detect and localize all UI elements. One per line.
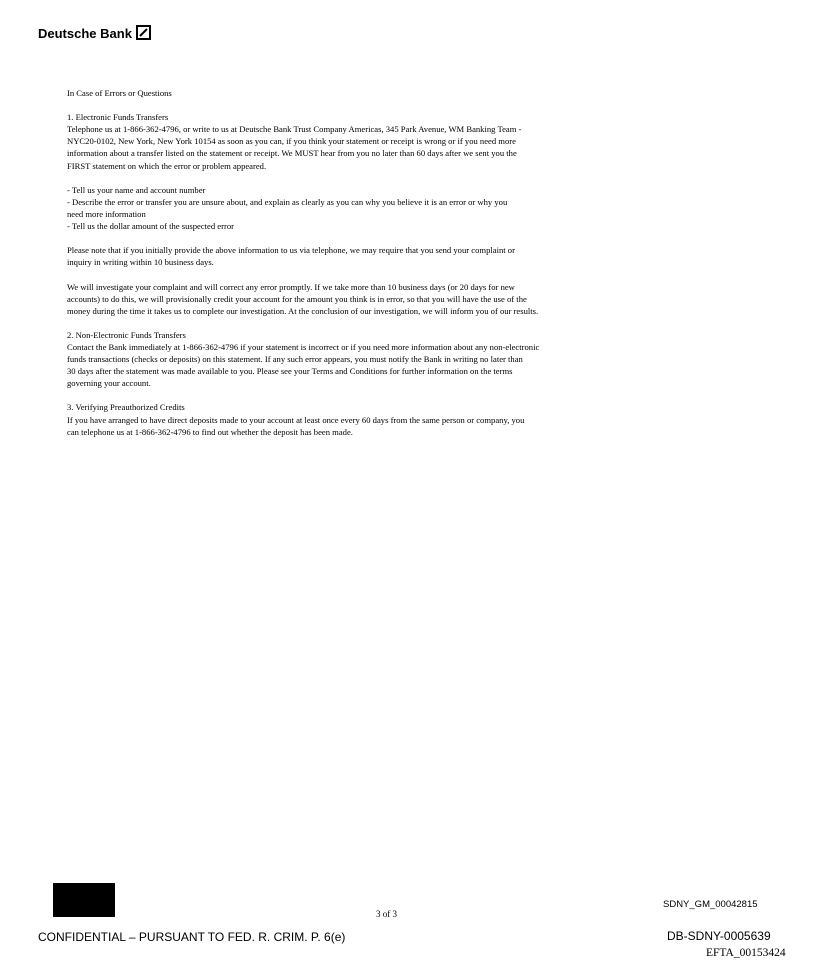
paragraph-line: We will investigate your complaint and will correct any error promptly. If we take more than 10 business days (or 20 days for new — [67, 281, 515, 292]
paragraph-line: - Tell us your name and account number — [67, 184, 206, 195]
paragraph-line: 30 days after the statement was made available to you. Please see your Terms and Conditions for further information on the terms — [67, 366, 513, 377]
paragraph — [67, 401, 652, 437]
paragraph-line: inquiry in writing within 10 business days. — [67, 257, 214, 268]
paragraph-line: can telephone us at 1-866-362-4796 to find out whether the deposit has been made. — [67, 426, 353, 437]
deutsche-bank-logo-icon — [136, 25, 151, 40]
bank-header — [38, 26, 151, 41]
paragraph-line: Contact the Bank immediately at 1-866-362-4796 if your statement is incorrect or if you need more information about any non-electronic — [67, 341, 540, 352]
paragraph-line: - Describe the error or transfer you are unsure about, and explain as clearly as you can why you believe it is an error or why you — [67, 196, 508, 207]
paragraph-line: need more information — [67, 208, 146, 219]
paragraph-line: information about a transfer listed on the statement or receipt. We MUST hear from you no later than 60 days after we sent you the — [67, 148, 517, 159]
redaction-block — [53, 883, 115, 917]
confidential-notice: CONFIDENTIAL – PURSUANT TO FED. R. CRIM. P. 6(e) — [38, 930, 346, 944]
paragraph-line: Telephone us at 1-866-362-4796, or write to us at Deutsche Bank Trust Company Americas, 345 Park Avenue, WM Banking Team - — [67, 124, 522, 135]
paragraph — [67, 281, 652, 317]
paragraph — [67, 111, 652, 171]
paragraph — [67, 244, 652, 268]
paragraph-line: accounts) to do this, we will provisionally credit your account for the amount you think is in error, so that you will have the use of the — [67, 293, 527, 304]
paragraph-line: FIRST statement on which the error or problem appeared. — [67, 160, 267, 171]
paragraph — [67, 329, 652, 389]
paragraph-line: 1. Electronic Funds Transfers — [67, 112, 169, 123]
paragraph-line: 3. Verifying Preauthorized Credits — [67, 402, 185, 413]
bates-number-db: DB-SDNY-0005639 — [667, 929, 771, 943]
document-body — [67, 87, 652, 450]
paragraph-line: NYC20-0102, New York, New York 10154 as soon as you can, if you think your statement or receipt is wrong or if you need more — [67, 136, 516, 147]
bates-number-sdny: SDNY_GM_00042815 — [663, 899, 758, 910]
page-number: 3 of 3 — [376, 909, 397, 919]
paragraph-line: 2. Non-Electronic Funds Transfers — [67, 329, 186, 340]
paragraph-line: Please note that if you initially provide the above information to us via telephone, we may require that you send your complaint or — [67, 245, 515, 256]
bank-name: Deutsche Bank — [38, 26, 132, 41]
paragraph-line: funds transactions (checks or deposits) on this statement. If any such error appears, you must notify the Bank in writing no later than — [67, 354, 523, 365]
document-heading: In Case of Errors or Questions — [67, 88, 172, 98]
bates-number-efta: EFTA_00153424 — [706, 947, 786, 959]
paragraph-line: If you have arranged to have direct deposits made to your account at least once every 60 days from the same person or company, you — [67, 414, 525, 425]
paragraph-line: governing your account. — [67, 378, 151, 389]
paragraph-list — [67, 111, 652, 438]
paragraph-line: money during the time it takes us to complete our investigation. At the conclusion of our investigation, we will inform you of our results. — [67, 305, 539, 316]
paragraph-line: - Tell us the dollar amount of the suspected error — [67, 221, 235, 232]
paragraph — [67, 184, 652, 232]
